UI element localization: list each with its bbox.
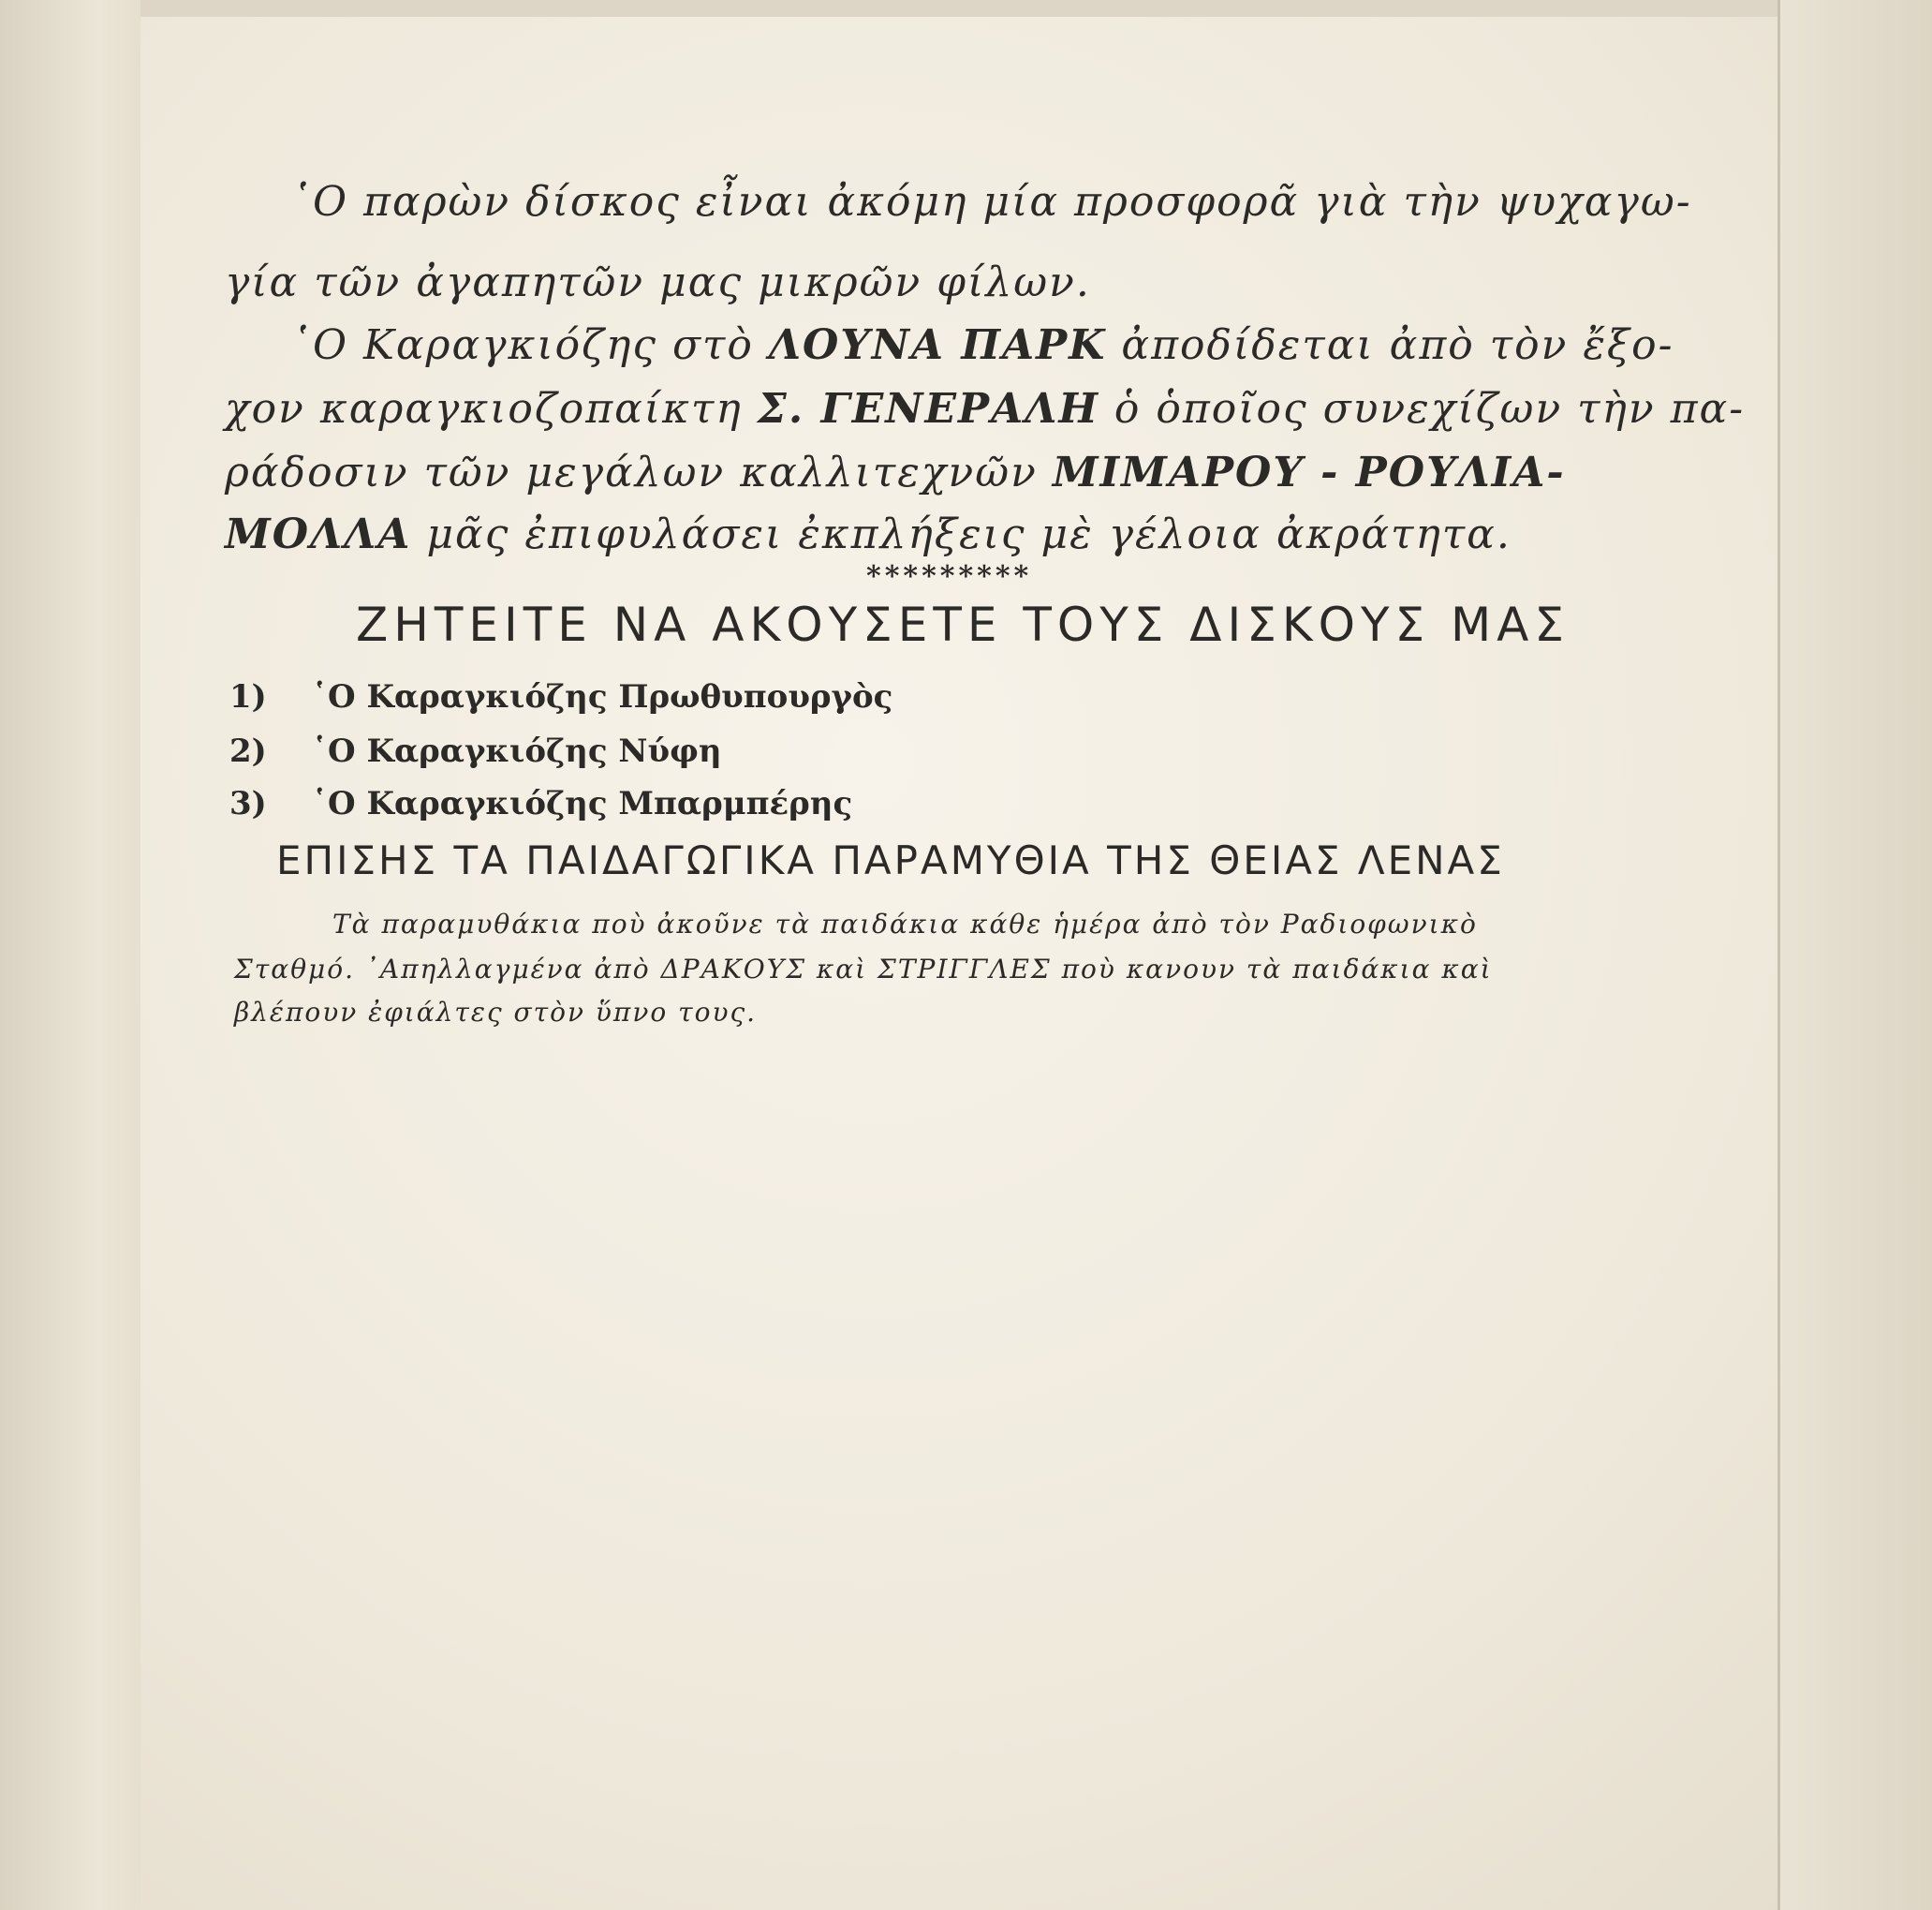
list-item: 1) ῾Ο Καραγκιόζης Πρωθυπουργὸς — [229, 678, 893, 716]
intro-line: ῾Ο Καραγκιόζης στὸ ΛΟΥΝΑ ΠΑΡΚ ἀποδίδεται ἀπὸ τὸν ἔξο- — [290, 321, 1674, 369]
heading-our-records: ΖΗΤΕΙΤΕ ΝΑ ΑΚΟΥΣΕΤΕ ΤΟΥΣ ΔΙΣΚΟΥΣ ΜΑΣ — [356, 598, 1570, 652]
star-divider: ********* — [866, 560, 1033, 593]
list-item: 2) ῾Ο Καραγκιόζης Νύφη — [229, 733, 722, 770]
intro-line: ῾Ο παρὼν δίσκος εἶναι ἀκόμη μία προσφορᾶ γιὰ τὴν ψυχαγω- — [290, 178, 1692, 226]
intro-line: ΜΟΛΛΑ μᾶς ἐπιφυλάσει ἐκπλήξεις μὲ γέλοια ἀκράτητα. — [225, 511, 1512, 558]
sleeve-left-fold — [0, 0, 140, 1910]
liner-notes-sheet — [140, 17, 1779, 1910]
sleeve-top-edge — [0, 0, 1932, 17]
paragraph-line: Σταθμό. ᾿Απηλλαγμένα ἀπὸ ΔΡΑΚΟΥΣ καὶ ΣΤΡΙΓΓΛΕΣ ποὺ κανουν τὰ παιδάκια καὶ — [234, 954, 1493, 985]
list-item: 3) ῾Ο Καραγκιόζης Μπαρμπέρης — [229, 785, 853, 822]
intro-line: χον καραγκιοζοπαίκτη Σ. ΓΕΝΕΡΑΛΗ ὁ ὁποῖος συνεχίζων τὴν πα- — [225, 385, 1746, 433]
sleeve-right-fold — [1779, 0, 1932, 1910]
intro-line: γία τῶν ἀγαπητῶν μας μικρῶν φίλων. — [225, 259, 1091, 306]
paragraph-line: βλέπουν ἐφιάλτες στὸν ὕπνο τους. — [234, 997, 758, 1028]
heading-fairy-tales: ΕΠΙΣΗΣ ΤΑ ΠΑΙΔΑΓΩΓΙΚΑ ΠΑΡΑΜΥΘΙΑ ΤΗΣ ΘΕΙΑΣ ΛΕΝΑΣ — [276, 837, 1505, 883]
paragraph-line: Τὰ παραμυθάκια ποὺ ἀκοῦνε τὰ παιδάκια κάθε ἡμέρα ἀπὸ τὸν Ραδιοφωνικὸ — [332, 909, 1478, 940]
intro-line: ράδοσιν τῶν μεγάλων καλλιτεχνῶν ΜΙΜΑΡΟΥ - ΡΟΥΛΙΑ- — [225, 449, 1566, 496]
